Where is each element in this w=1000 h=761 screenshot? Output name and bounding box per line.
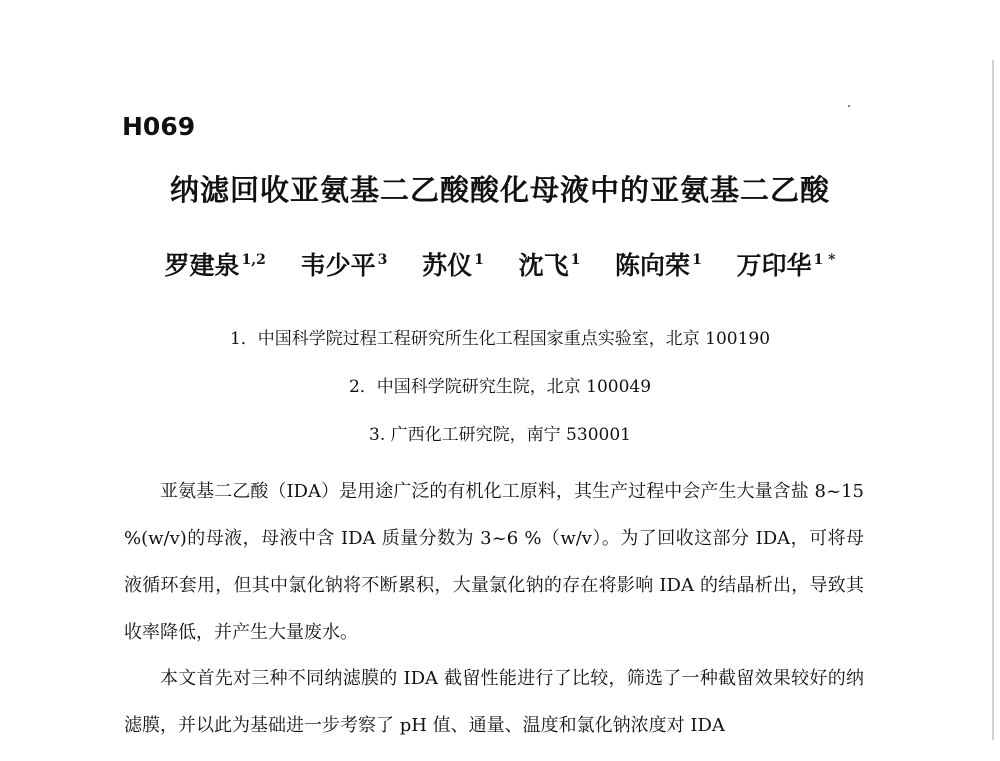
author — [519, 251, 581, 280]
author-name: 沈飞 — [518, 251, 569, 280]
author — [615, 251, 702, 280]
author-name: 韦少平 — [300, 251, 376, 280]
author — [165, 251, 266, 280]
affiliation-3: 3. 广西化工研究院，南宁 530001 — [369, 425, 631, 445]
author-name: 苏仪 — [422, 251, 473, 280]
author — [422, 251, 484, 280]
scan-speck — [848, 105, 850, 107]
author-affiliation-mark: 1 — [692, 252, 702, 268]
body-paragraph-2: 本文首先对三种不同纳滤膜的 IDA 截留性能进行了比较，筛选了一种截留效果较好的纳滤膜，并以此为基础进一步考察了 pH 值、通量、温度和氯化钠浓度对 IDA — [124, 668, 864, 736]
author — [301, 251, 388, 280]
affiliation-2: 2．中国科学院研究生院，北京 100049 — [348, 377, 652, 397]
author-affiliation-mark: 1 — [474, 252, 484, 268]
paper-title: 纳滤回收亚氨基二乙酸酸化母液中的亚氨基二乙酸 — [169, 173, 830, 207]
author-affiliation-mark: 1 * — [813, 252, 836, 268]
author-affiliation-mark: 1 — [570, 252, 581, 268]
author — [737, 251, 836, 280]
author-list — [0, 246, 1000, 282]
affiliation-1: 1．中国科学院过程工程研究所生化工程国家重点实验室，北京 100190 — [229, 329, 771, 349]
author-affiliation-mark: 3 — [377, 252, 388, 268]
abstract-code: H069 — [122, 112, 196, 141]
scan-edge-line — [992, 60, 994, 740]
author-affiliation-mark: 1,2 — [241, 252, 266, 268]
body-paragraph-1: 亚氨基二乙酸（IDA）是用途广泛的有机化工原料，其生产过程中会产生大量含盐 8~15 %(w/v)的母液，母液中含 IDA 质量分数为 3~6 %（w/v）。为了回收这部分 IDA，可将母液循环套用，但其中氯化钠将不断累积，大量氯化钠的存在将影响 IDA 的结晶析出，导致其收率降低，并产生大量废水。 — [124, 481, 864, 643]
author-name: 万印华 — [736, 251, 812, 280]
author-name: 陈向荣 — [615, 251, 691, 280]
author-name: 罗建泉 — [164, 251, 240, 280]
